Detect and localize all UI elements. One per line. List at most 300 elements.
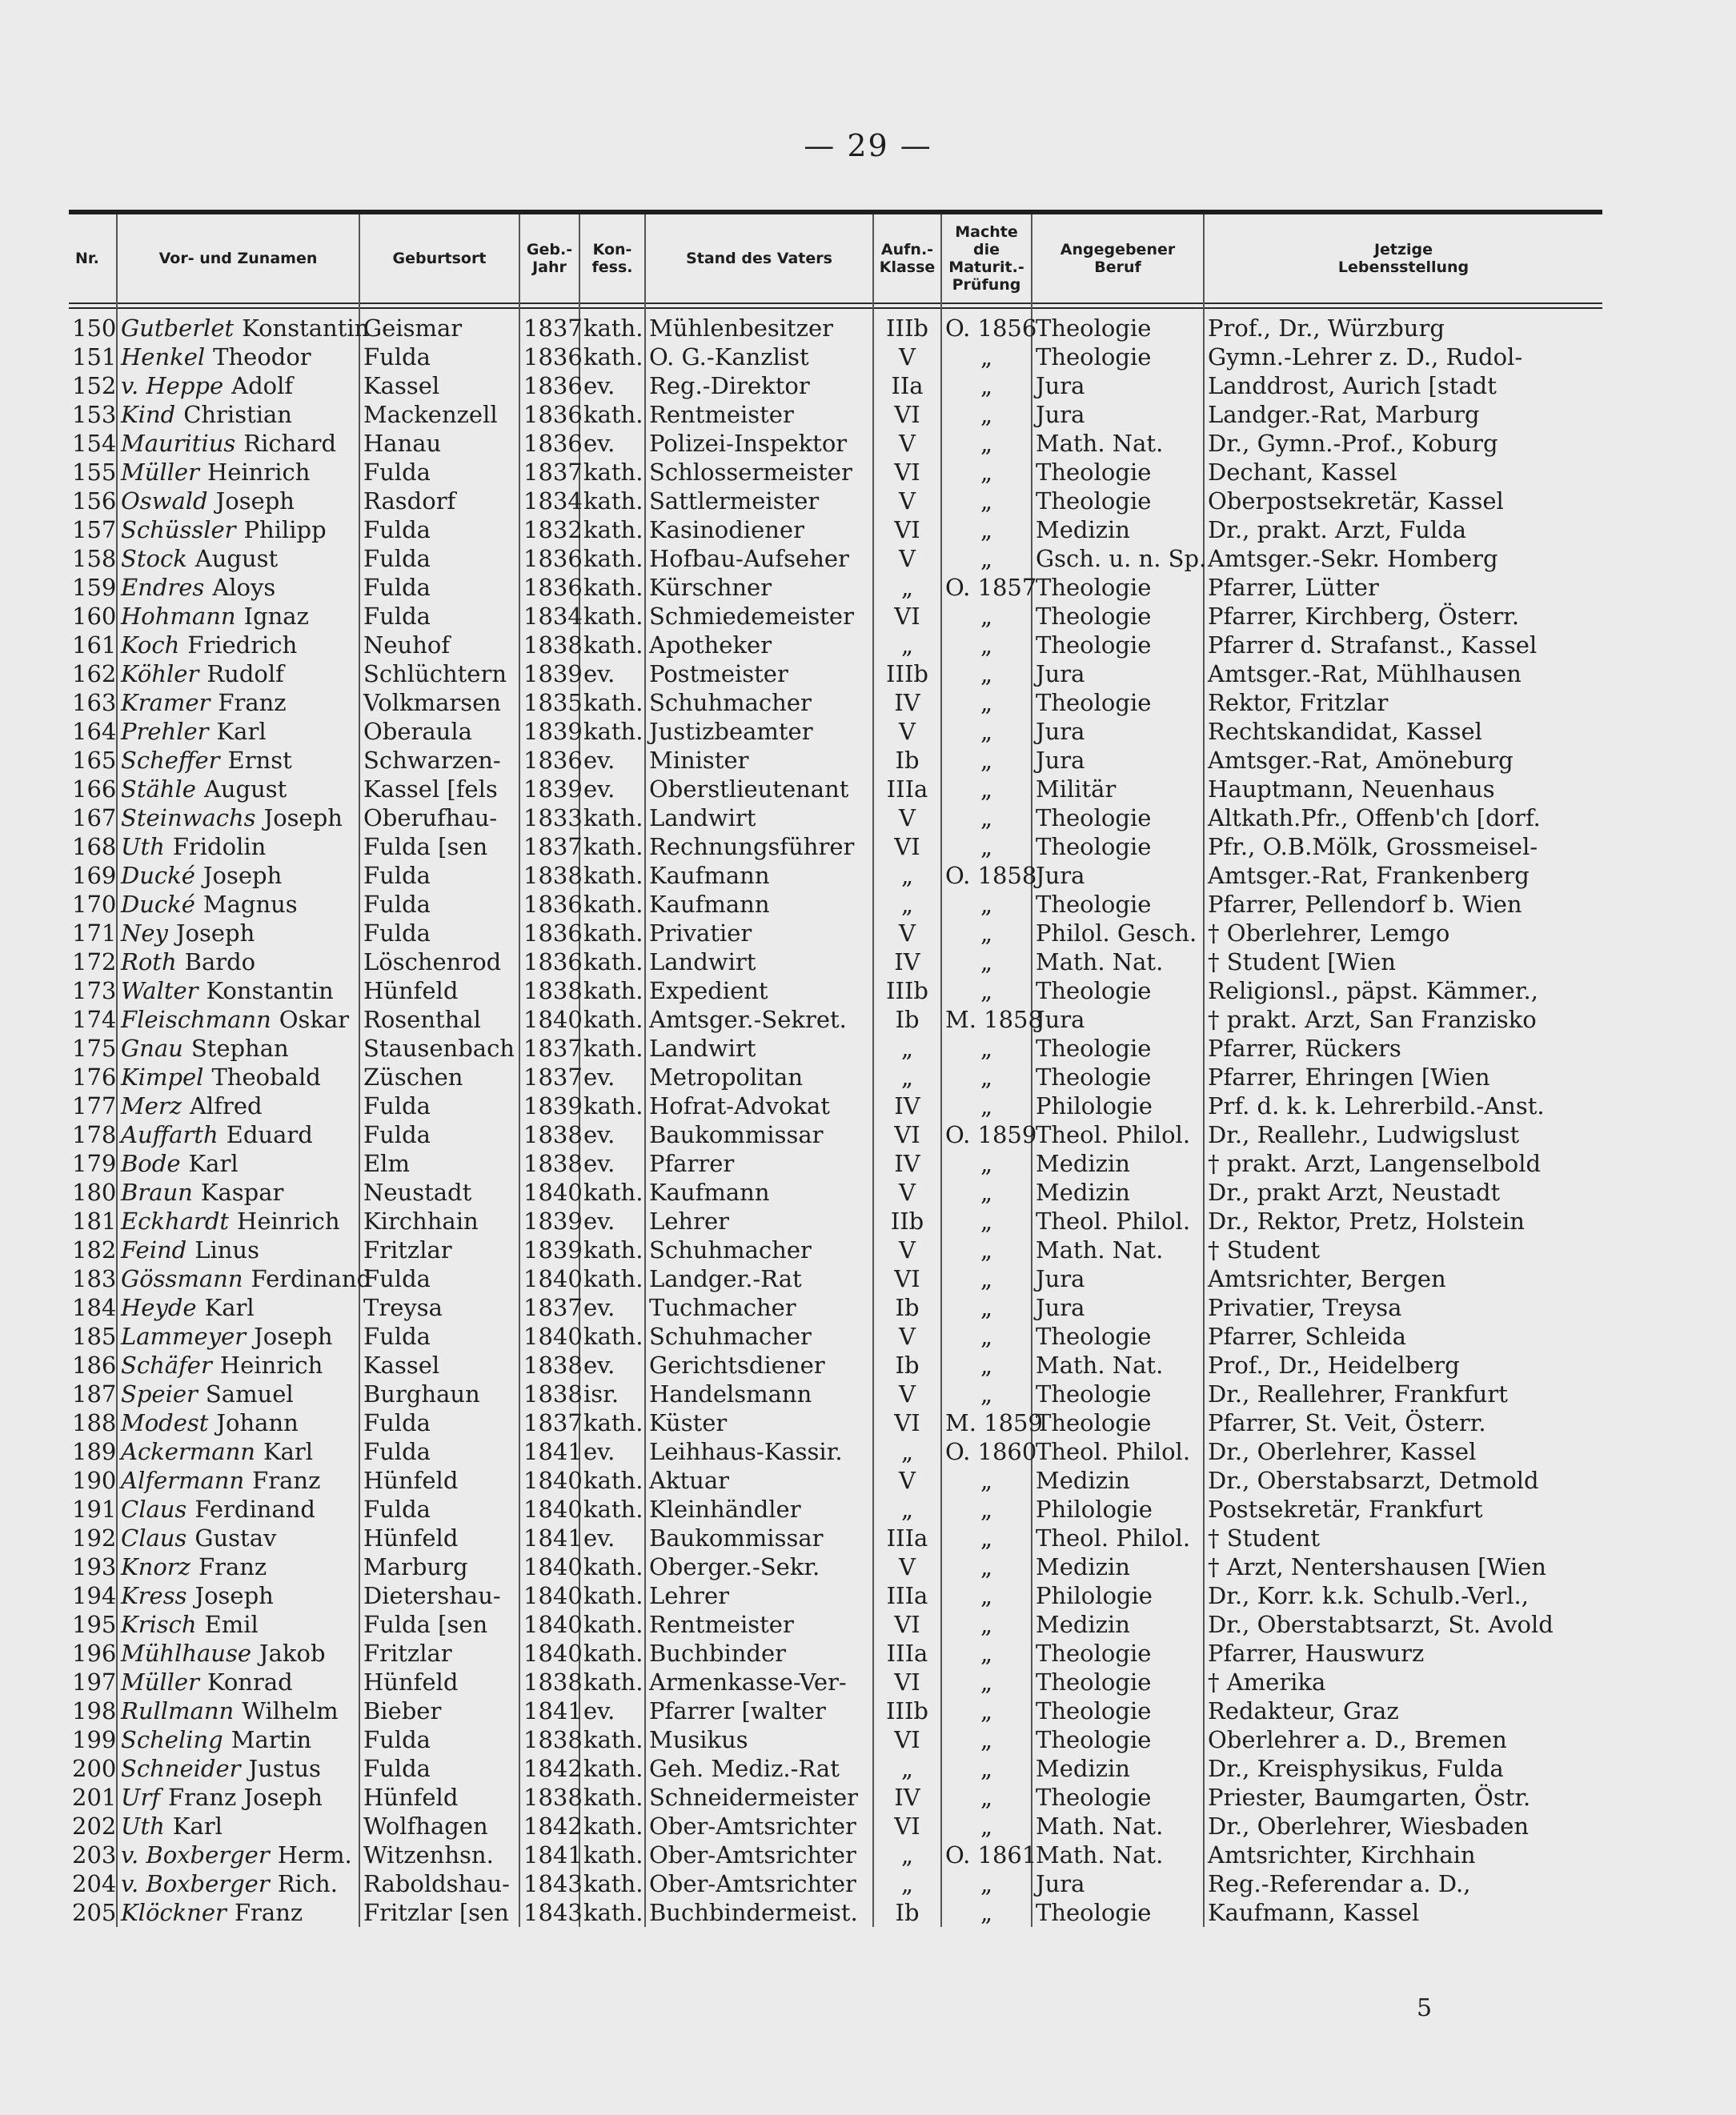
cell-father-occupation: Ober-Amtsrichter <box>645 1812 873 1841</box>
given-name: Adolf <box>231 372 294 399</box>
cell-admission-class: VI <box>873 1264 941 1293</box>
cell-birth-year: 1838 <box>519 861 579 890</box>
cell-name <box>117 1898 359 1927</box>
cell-confession: ev. <box>579 1149 645 1178</box>
surname: Schäfer <box>121 1352 212 1379</box>
cell-admission-class: VI <box>873 1725 941 1754</box>
cell-birthplace: Fulda <box>359 1725 519 1754</box>
cell-nr: 185 <box>69 1322 117 1351</box>
cell-confession: kath. <box>579 1264 645 1293</box>
cell-father-occupation: Kürschner <box>645 573 873 602</box>
given-name: Ferdinand <box>194 1496 315 1523</box>
cell-stated-profession: Theologie <box>1032 1668 1204 1696</box>
cell-birth-year: 1837 <box>519 1293 579 1322</box>
cell-stated-profession: Medizin <box>1032 1178 1204 1207</box>
cell-birthplace: Neuhof <box>359 631 519 659</box>
cell-father-occupation: Armenkasse-Ver- <box>645 1668 873 1696</box>
cell-nr: 166 <box>69 775 117 803</box>
cell-birth-year: 1833 <box>519 803 579 832</box>
cell-nr: 159 <box>69 573 117 602</box>
cell-current-position: Pfarrer, Kirchberg, Österr. <box>1208 603 1520 630</box>
cell-father-occupation: Aktuar <box>645 1466 873 1495</box>
cell-father-occupation: Gerichtsdiener <box>645 1351 873 1380</box>
cell-matura-exam: O. 1859 <box>941 1120 1032 1149</box>
surname: Speier <box>121 1380 198 1408</box>
cell-father-occupation: Musikus <box>645 1725 873 1754</box>
cell-admission-class: „ <box>873 861 941 890</box>
cell-matura-exam: „ <box>941 1812 1032 1841</box>
given-name: Martin <box>231 1726 312 1753</box>
cell-stated-profession: Theologie <box>1032 1063 1204 1092</box>
surname: Müller <box>121 1668 199 1696</box>
cell-birthplace: Züschen <box>359 1063 519 1092</box>
cell-birthplace: Fulda [sen <box>359 832 519 861</box>
cell-current-position: Dr., Gymn.-Prof., Koburg <box>1208 430 1498 457</box>
surname: Koch <box>121 631 180 659</box>
cell-name <box>117 659 359 688</box>
cell-name <box>117 1293 359 1322</box>
table-row <box>69 302 1602 342</box>
surname: Eckhardt <box>121 1208 230 1235</box>
surname: Fleischmann <box>121 1006 271 1033</box>
cell-current-position: Pfarrer, Rückers <box>1208 1035 1401 1062</box>
cell-current-position: † prakt. Arzt, San Franzisko <box>1208 1006 1537 1033</box>
given-name: Karl <box>188 1150 239 1177</box>
cell-birth-year: 1832 <box>519 515 579 544</box>
cell-current-position: Reg.-Referendar a. D., <box>1208 1870 1471 1897</box>
cell-admission-class: VI <box>873 1120 941 1149</box>
given-name: Friedrich <box>187 631 298 659</box>
cell-stated-profession: Math. Nat. <box>1032 947 1204 976</box>
cell-father-occupation: Lehrer <box>645 1207 873 1236</box>
cell-confession: ev. <box>579 775 645 803</box>
cell-confession: kath. <box>579 1725 645 1754</box>
table-row <box>69 458 1602 487</box>
cell-current-position: Amtsger.-Rat, Amöneburg <box>1208 747 1513 774</box>
cell-admission-class: V <box>873 1466 941 1495</box>
cell-name <box>117 1639 359 1668</box>
cell-stated-profession: Jura <box>1032 717 1204 746</box>
cell-stated-profession: Medizin <box>1032 515 1204 544</box>
cell-father-occupation: Handelsmann <box>645 1380 873 1408</box>
cell-stated-profession: Theologie <box>1032 1783 1204 1812</box>
table-row <box>69 1178 1602 1207</box>
cell-confession: kath. <box>579 1812 645 1841</box>
given-name: Philipp <box>243 516 327 543</box>
cell-confession: kath. <box>579 1034 645 1063</box>
cell-nr: 191 <box>69 1495 117 1524</box>
cell-birth-year: 1834 <box>519 602 579 631</box>
cell-nr: 174 <box>69 1005 117 1034</box>
cell-nr: 200 <box>69 1754 117 1783</box>
cell-stated-profession: Theologie <box>1032 688 1204 717</box>
cell-name <box>117 832 359 861</box>
cell-admission-class: VI <box>873 1812 941 1841</box>
cell-stated-profession: Theologie <box>1032 631 1204 659</box>
cell-current-position: Amtsger.-Rat, Frankenberg <box>1208 862 1530 889</box>
cell-confession: ev. <box>579 1351 645 1380</box>
cell-birthplace: Fulda <box>359 1754 519 1783</box>
cell-name <box>117 1812 359 1841</box>
cell-admission-class: V <box>873 429 941 458</box>
cell-name <box>117 717 359 746</box>
table-row <box>69 1092 1602 1120</box>
cell-nr: 188 <box>69 1408 117 1437</box>
table-row <box>69 1610 1602 1639</box>
cell-current-position: Amtsger.-Rat, Mühlhausen <box>1208 660 1522 687</box>
surname: Steinwachs <box>121 804 256 831</box>
cell-matura-exam: „ <box>941 688 1032 717</box>
cell-confession: kath. <box>579 1869 645 1898</box>
cell-name <box>117 1610 359 1639</box>
cell-current-position: Oberlehrer a. D., Bremen <box>1208 1726 1507 1753</box>
cell-birth-year: 1836 <box>519 429 579 458</box>
table-row <box>69 976 1602 1005</box>
cell-name <box>117 1207 359 1236</box>
cell-birthplace: Fulda <box>359 1408 519 1437</box>
cell-birth-year: 1836 <box>519 342 579 371</box>
surname: Mauritius <box>121 430 236 457</box>
table-row <box>69 371 1602 400</box>
cell-current-position: Redakteur, Graz <box>1208 1697 1399 1724</box>
cell-nr: 194 <box>69 1581 117 1610</box>
cell-confession: kath. <box>579 1783 645 1812</box>
cell-name <box>117 342 359 371</box>
table-row <box>69 746 1602 775</box>
table-row <box>69 1696 1602 1725</box>
cell-confession: kath. <box>579 487 645 515</box>
given-name: Joseph <box>202 862 283 889</box>
cell-matura-exam: „ <box>941 1380 1032 1408</box>
cell-name <box>117 1063 359 1092</box>
cell-current-position: † Amerika <box>1208 1668 1326 1696</box>
cell-stated-profession: Theologie <box>1032 1696 1204 1725</box>
surname: Scheling <box>121 1726 223 1753</box>
cell-confession: kath. <box>579 1668 645 1696</box>
cell-birth-year: 1836 <box>519 890 579 919</box>
cell-birth-year: 1842 <box>519 1812 579 1841</box>
given-name: Justus <box>248 1755 321 1782</box>
cell-birth-year: 1840 <box>519 1005 579 1034</box>
surname: Krisch <box>121 1611 197 1638</box>
cell-nr: 181 <box>69 1207 117 1236</box>
cell-stated-profession: Jura <box>1032 1264 1204 1293</box>
cell-name <box>117 1005 359 1034</box>
cell-admission-class: VI <box>873 602 941 631</box>
cell-matura-exam: „ <box>941 400 1032 429</box>
cell-name <box>117 544 359 573</box>
cell-name <box>117 947 359 976</box>
surname: Oswald <box>121 487 208 515</box>
cell-name <box>117 1869 359 1898</box>
cell-birth-year: 1840 <box>519 1639 579 1668</box>
given-name: Heinrich <box>237 1208 340 1235</box>
cell-birth-year: 1837 <box>519 1034 579 1063</box>
surname: Braun <box>121 1179 193 1206</box>
cell-matura-exam: „ <box>941 602 1032 631</box>
cell-name <box>117 1668 359 1696</box>
cell-nr: 193 <box>69 1552 117 1581</box>
header-matura-exam: Machte die Maturit.- Prüfung <box>941 214 1032 302</box>
surname: v. Heppe <box>121 372 224 399</box>
cell-matura-exam: „ <box>941 1610 1032 1639</box>
surname: Kind <box>121 401 176 428</box>
cell-current-position: Dr., Oberlehrer, Kassel <box>1208 1438 1477 1465</box>
cell-admission-class: V <box>873 1552 941 1581</box>
cell-matura-exam: „ <box>941 631 1032 659</box>
cell-name <box>117 458 359 487</box>
surname: Mühlhause <box>121 1640 252 1667</box>
cell-confession: ev. <box>579 1120 645 1149</box>
cell-admission-class: IIIa <box>873 1524 941 1552</box>
given-name: Gustav <box>194 1524 277 1552</box>
cell-father-occupation: Rentmeister <box>645 400 873 429</box>
table-row <box>69 1005 1602 1034</box>
cell-birthplace: Fulda <box>359 602 519 631</box>
cell-confession: kath. <box>579 1322 645 1351</box>
cell-current-position: † Student [Wien <box>1208 948 1396 975</box>
cell-current-position: Rechtskandidat, Kassel <box>1208 718 1482 745</box>
surname: Gössmann <box>121 1265 243 1292</box>
given-name: Oskar <box>279 1006 350 1033</box>
cell-birth-year: 1838 <box>519 1668 579 1696</box>
cell-matura-exam: „ <box>941 1264 1032 1293</box>
cell-admission-class: VI <box>873 458 941 487</box>
cell-nr: 165 <box>69 746 117 775</box>
cell-father-occupation: Geh. Mediz.-Rat <box>645 1754 873 1783</box>
cell-name <box>117 688 359 717</box>
cell-matura-exam: „ <box>941 1783 1032 1812</box>
table-row <box>69 1552 1602 1581</box>
cell-name <box>117 919 359 947</box>
cell-name <box>117 1696 359 1725</box>
table-row <box>69 1639 1602 1668</box>
cell-admission-class: „ <box>873 1841 941 1869</box>
given-name: Franz <box>252 1467 321 1494</box>
cell-admission-class: IIIa <box>873 775 941 803</box>
cell-birthplace: Oberaula <box>359 717 519 746</box>
cell-birthplace: Hanau <box>359 429 519 458</box>
given-name: Ferdinand <box>251 1265 372 1292</box>
cell-stated-profession: Math. Nat. <box>1032 1841 1204 1869</box>
cell-current-position: Religionsl., päpst. Kämmer., <box>1208 977 1538 1004</box>
cell-matura-exam: O. 1858 <box>941 861 1032 890</box>
cell-matura-exam: O. 1860 <box>941 1437 1032 1466</box>
cell-admission-class: V <box>873 544 941 573</box>
cell-birth-year: 1843 <box>519 1898 579 1927</box>
given-name: Konstantin <box>206 977 334 1004</box>
cell-stated-profession: Theol. Philol. <box>1032 1524 1204 1552</box>
cell-birth-year: 1841 <box>519 1696 579 1725</box>
surname: Kress <box>121 1582 187 1609</box>
cell-birth-year: 1838 <box>519 976 579 1005</box>
cell-matura-exam: M. 1858 <box>941 1005 1032 1034</box>
cell-name <box>117 1178 359 1207</box>
surname: Auffarth <box>121 1121 219 1148</box>
cell-confession: kath. <box>579 515 645 544</box>
cell-birthplace: Elm <box>359 1149 519 1178</box>
cell-birthplace: Kirchhain <box>359 1207 519 1236</box>
cell-current-position: Dr., Kreisphysikus, Fulda <box>1208 1755 1504 1782</box>
cell-stated-profession: Medizin <box>1032 1149 1204 1178</box>
cell-birth-year: 1839 <box>519 717 579 746</box>
given-name: Bardo <box>184 948 256 975</box>
cell-stated-profession: Jura <box>1032 746 1204 775</box>
cell-matura-exam: „ <box>941 746 1032 775</box>
given-name: Emil <box>204 1611 259 1638</box>
cell-current-position: Landdrost, Aurich [stadt <box>1208 372 1497 399</box>
cell-current-position: Pfarrer, Lütter <box>1208 574 1379 601</box>
cell-confession: kath. <box>579 302 645 342</box>
cell-matura-exam: „ <box>941 890 1032 919</box>
cell-admission-class: „ <box>873 1869 941 1898</box>
cell-nr: 163 <box>69 688 117 717</box>
surname: v. Boxberger <box>121 1870 270 1897</box>
cell-birthplace: Hünfeld <box>359 1466 519 1495</box>
cell-admission-class: Ib <box>873 1005 941 1034</box>
cell-admission-class: „ <box>873 631 941 659</box>
cell-current-position: Pfarrer d. Strafanst., Kassel <box>1208 631 1538 659</box>
cell-current-position: Postsekretär, Frankfurt <box>1208 1496 1483 1523</box>
cell-birthplace: Fulda <box>359 1437 519 1466</box>
cell-nr: 153 <box>69 400 117 429</box>
table-row <box>69 890 1602 919</box>
cell-stated-profession: Philologie <box>1032 1092 1204 1120</box>
cell-stated-profession: Jura <box>1032 1869 1204 1898</box>
surname: Schüssler <box>121 516 236 543</box>
cell-birthplace: Fulda <box>359 1495 519 1524</box>
table-row <box>69 1668 1602 1696</box>
cell-name <box>117 515 359 544</box>
cell-nr: 179 <box>69 1149 117 1178</box>
cell-admission-class: VI <box>873 1668 941 1696</box>
cell-nr: 189 <box>69 1437 117 1466</box>
cell-current-position: Privatier, Treysa <box>1208 1294 1402 1321</box>
cell-stated-profession: Theologie <box>1032 458 1204 487</box>
given-name: Stephan <box>190 1035 289 1062</box>
cell-confession: kath. <box>579 890 645 919</box>
cell-name <box>117 803 359 832</box>
cell-confession: kath. <box>579 976 645 1005</box>
given-name: Franz <box>198 1553 267 1580</box>
cell-nr: 151 <box>69 342 117 371</box>
cell-stated-profession: Theol. Philol. <box>1032 1120 1204 1149</box>
cell-confession: kath. <box>579 544 645 573</box>
table-row <box>69 487 1602 515</box>
given-name: Aloys <box>212 574 276 601</box>
table-row <box>69 1408 1602 1437</box>
cell-birth-year: 1840 <box>519 1264 579 1293</box>
surname: Claus <box>121 1496 187 1523</box>
cell-stated-profession: Medizin <box>1032 1466 1204 1495</box>
cell-father-occupation: Postmeister <box>645 659 873 688</box>
cell-confession: kath. <box>579 1581 645 1610</box>
cell-matura-exam: „ <box>941 1034 1032 1063</box>
cell-confession: kath. <box>579 1610 645 1639</box>
cell-confession: kath. <box>579 803 645 832</box>
cell-birthplace: Fulda <box>359 458 519 487</box>
cell-nr: 171 <box>69 919 117 947</box>
sheet-signature: 5 <box>1417 1994 1433 2022</box>
cell-birth-year: 1839 <box>519 775 579 803</box>
given-name: Rich. <box>277 1870 338 1897</box>
cell-birth-year: 1839 <box>519 659 579 688</box>
cell-stated-profession: Theol. Philol. <box>1032 1207 1204 1236</box>
cell-birth-year: 1836 <box>519 544 579 573</box>
surname: Henkel <box>121 343 206 371</box>
given-name: Heinrich <box>219 1352 323 1379</box>
cell-name <box>117 1581 359 1610</box>
cell-birthplace: Fulda <box>359 342 519 371</box>
header-confession: Kon- fess. <box>579 214 645 302</box>
cell-confession: ev. <box>579 1524 645 1552</box>
cell-birth-year: 1840 <box>519 1495 579 1524</box>
cell-stated-profession: Theologie <box>1032 890 1204 919</box>
cell-nr: 199 <box>69 1725 117 1754</box>
cell-birth-year: 1836 <box>519 919 579 947</box>
cell-father-occupation: O. G.-Kanzlist <box>645 342 873 371</box>
cell-matura-exam: „ <box>941 1495 1032 1524</box>
cell-admission-class: IV <box>873 1092 941 1120</box>
table-row <box>69 861 1602 890</box>
cell-father-occupation: Privatier <box>645 919 873 947</box>
cell-matura-exam: „ <box>941 775 1032 803</box>
header-nr: Nr. <box>69 214 117 302</box>
cell-father-occupation: Kaufmann <box>645 861 873 890</box>
cell-admission-class: VI <box>873 400 941 429</box>
cell-admission-class: V <box>873 919 941 947</box>
cell-birthplace: Fulda <box>359 573 519 602</box>
given-name: Jakob <box>259 1640 326 1667</box>
given-name: Wilhelm <box>242 1697 339 1724</box>
surname: Endres <box>121 574 205 601</box>
header-name: Vor- und Zunamen <box>117 214 359 302</box>
cell-admission-class: „ <box>873 1034 941 1063</box>
cell-nr: 186 <box>69 1351 117 1380</box>
cell-birthplace: Hünfeld <box>359 976 519 1005</box>
cell-name <box>117 1552 359 1581</box>
cell-birthplace: Kassel [fels <box>359 775 519 803</box>
cell-birthplace: Burghaun <box>359 1380 519 1408</box>
given-name: Franz Joseph <box>168 1784 323 1811</box>
cell-stated-profession: Theologie <box>1032 302 1204 342</box>
cell-confession: kath. <box>579 1898 645 1927</box>
cell-matura-exam: „ <box>941 1552 1032 1581</box>
cell-admission-class: V <box>873 1380 941 1408</box>
cell-birth-year: 1841 <box>519 1437 579 1466</box>
cell-current-position: Dechant, Kassel <box>1208 459 1397 486</box>
cell-confession: isr. <box>579 1380 645 1408</box>
cell-name <box>117 775 359 803</box>
student-register-table <box>69 214 1602 1927</box>
cell-stated-profession: Theol. Philol. <box>1032 1437 1204 1466</box>
cell-birthplace: Fritzlar [sen <box>359 1898 519 1927</box>
cell-birthplace: Kassel <box>359 1351 519 1380</box>
cell-nr: 152 <box>69 371 117 400</box>
given-name: August <box>203 775 287 803</box>
given-name: Christian <box>183 401 292 428</box>
cell-birthplace: Fulda <box>359 1092 519 1120</box>
cell-birth-year: 1838 <box>519 1783 579 1812</box>
cell-birth-year: 1839 <box>519 1207 579 1236</box>
cell-confession: kath. <box>579 688 645 717</box>
cell-nr: 161 <box>69 631 117 659</box>
cell-birthplace: Fulda [sen <box>359 1610 519 1639</box>
cell-father-occupation: Reg.-Direktor <box>645 371 873 400</box>
given-name: Samuel <box>205 1380 294 1408</box>
given-name: Fridolin <box>172 833 267 860</box>
cell-father-occupation: Minister <box>645 746 873 775</box>
